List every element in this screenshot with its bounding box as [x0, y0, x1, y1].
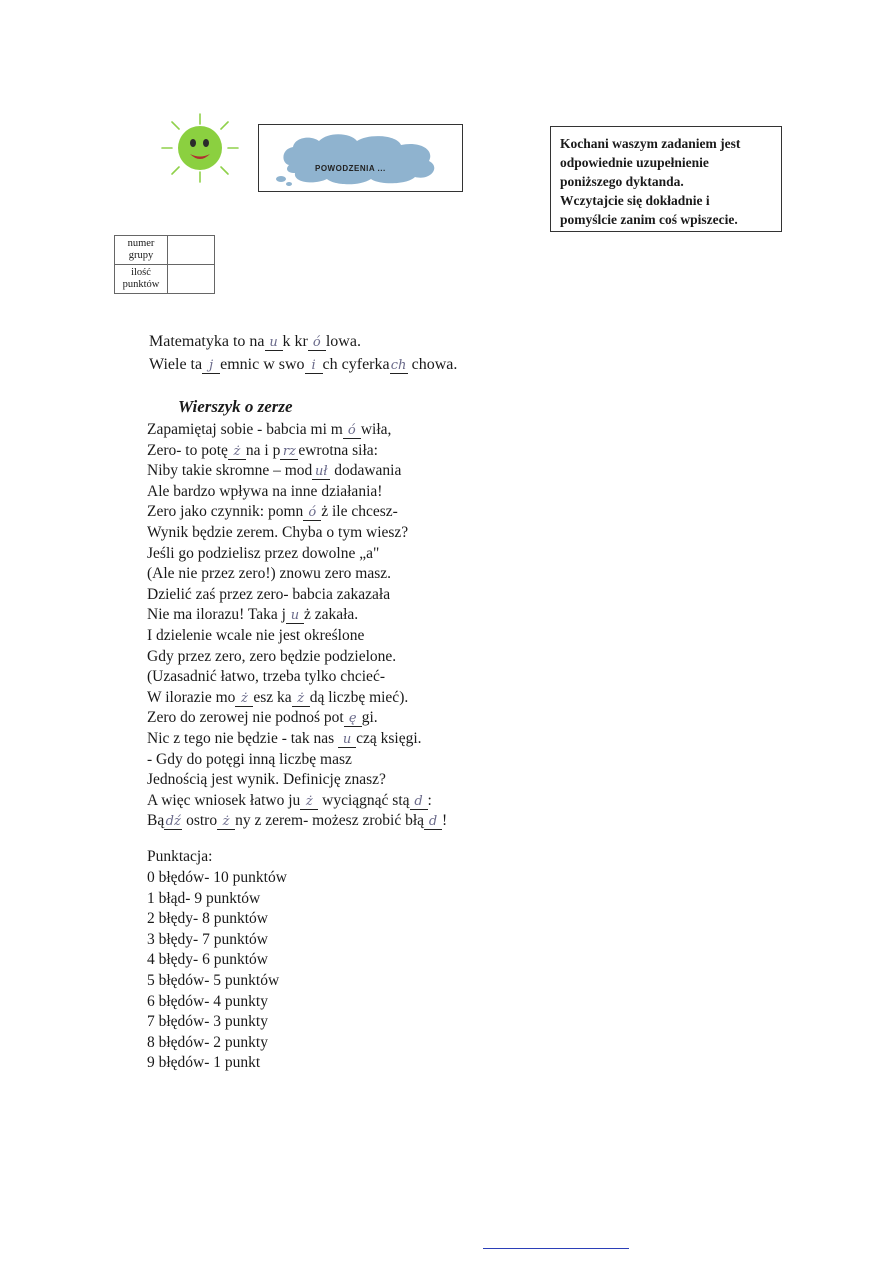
- text: - Gdy do potęgi inną liczbę masz: [147, 750, 352, 768]
- poem-line: [147, 482, 382, 502]
- text: lowa.: [325, 333, 361, 350]
- cloud-banner: [258, 124, 463, 192]
- handwritten-fill[interactable]: ó: [308, 336, 326, 351]
- handwritten-fill[interactable]: d: [410, 795, 428, 810]
- text: Niby takie skromne – mod: [147, 462, 313, 480]
- poem-line: [147, 461, 401, 481]
- text: Zero do zerowej nie podnoś pot: [147, 709, 344, 727]
- table-row: [115, 265, 215, 294]
- poem-title: Wierszyk o zerze: [178, 397, 293, 416]
- handwritten-fill[interactable]: dź: [165, 814, 181, 830]
- text: W ilorazie mo: [147, 688, 236, 706]
- text: Zapamiętaj sobie - babcia mi m: [147, 421, 343, 438]
- handwritten-fill[interactable]: uł: [312, 465, 330, 480]
- handwritten-fill[interactable]: u: [338, 733, 356, 748]
- table-label-cell: [115, 236, 168, 265]
- scoring-item: 9 błędów- 1 punkt: [147, 1054, 261, 1072]
- text: Dzielić zaś przez zero- babcia zakazała: [147, 585, 391, 603]
- handwritten-fill[interactable]: rz: [280, 445, 298, 460]
- group-number-field[interactable]: [168, 236, 215, 265]
- text: Bą: [147, 812, 165, 830]
- text: Nie ma ilorazu! Taka j: [147, 606, 286, 624]
- text: k kr: [282, 333, 308, 350]
- text: Gdy przez zero, zero będzie podzielone.: [147, 647, 397, 665]
- scoring-item: 2 błędy- 8 punktów: [147, 910, 268, 928]
- scoring-title: Punktacja:: [147, 848, 213, 865]
- footer-link[interactable]: [483, 1234, 629, 1249]
- poem-line: [147, 564, 391, 584]
- poem-line: [147, 667, 385, 687]
- scoring-item: 8 błędów- 2 punkty: [147, 1033, 268, 1051]
- handwritten-fill[interactable]: ż: [235, 692, 253, 707]
- handwritten-fill[interactable]: j: [202, 359, 220, 374]
- handwritten-fill[interactable]: ó: [343, 424, 361, 439]
- label-line: numer: [127, 238, 155, 249]
- label-line: punktów: [122, 279, 160, 290]
- scoring-item: 1 błąd- 9 punktów: [147, 889, 261, 907]
- poem-line: [147, 441, 378, 461]
- poem-line: [147, 791, 432, 811]
- handwritten-fill[interactable]: ó: [303, 506, 321, 521]
- text: Matematyka to na: [149, 333, 265, 350]
- poem-line: [147, 502, 398, 522]
- cloud-text: POWODZENIA ...: [315, 164, 386, 173]
- text: chowa.: [407, 356, 458, 373]
- poem-line: [147, 523, 408, 543]
- poem-line: [147, 708, 378, 728]
- sun-smiley-illustration: [160, 112, 240, 184]
- poem-line: [147, 770, 386, 790]
- scoring-item: 6 błędów- 4 punkty: [147, 992, 268, 1010]
- instructions-line: odpowiednie uzupełnienie: [560, 155, 709, 170]
- text: Jeśli go podzielisz przez dowolne „a": [147, 544, 380, 562]
- text: wyciągnąć stą: [318, 791, 410, 809]
- text: ewrotna siła:: [298, 441, 378, 459]
- handwritten-fill[interactable]: ż: [228, 445, 246, 460]
- text: Wynik będzie zerem. Chyba o tym wiesz?: [147, 524, 409, 541]
- text: emnic w swo: [220, 356, 305, 373]
- points-field[interactable]: [168, 265, 215, 294]
- table-row: [115, 236, 215, 265]
- text: esz ka: [253, 688, 292, 706]
- scoring-item: 7 błędów- 3 punkty: [147, 1013, 268, 1031]
- poem-line: [147, 605, 358, 625]
- table-label-cell: [115, 265, 168, 294]
- scoring-item: 5 błędów- 5 punktów: [147, 972, 280, 989]
- text: Wiele ta: [149, 356, 203, 373]
- text: Zero- to potę: [147, 441, 228, 459]
- poem-line: [147, 420, 391, 440]
- text: Jednością jest wynik. Definicję znasz?: [147, 771, 386, 789]
- text: (Uzasadnić łatwo, trzeba tylko chcieć-: [147, 668, 385, 686]
- text: Nic z tego nie będzie - tak nas: [147, 730, 339, 747]
- poem-line: [147, 585, 390, 605]
- instructions-line: poniższego dyktanda.: [560, 174, 684, 189]
- label-line: grupy: [128, 250, 154, 261]
- handwritten-fill[interactable]: ż: [217, 815, 235, 830]
- handwritten-fill[interactable]: u: [286, 609, 304, 624]
- intro-line: [149, 355, 457, 375]
- text: na i p: [245, 441, 281, 459]
- text: gi.: [361, 709, 378, 727]
- group-score-table: [114, 235, 215, 294]
- poem-line: [147, 544, 379, 564]
- handwritten-fill[interactable]: ż: [300, 795, 318, 810]
- cloud-icon: [259, 125, 462, 191]
- scoring-item: 3 błędy- 7 punktów: [147, 930, 268, 948]
- intro-line: [149, 332, 361, 352]
- label-line: ilość: [131, 267, 151, 278]
- instructions-box: [550, 126, 782, 232]
- text: ż ile chcesz-: [321, 503, 398, 521]
- poem-line: [147, 811, 447, 831]
- handwritten-fill[interactable]: ę: [344, 712, 362, 727]
- text: !: [442, 812, 448, 830]
- text: A więc wniosek łatwo ju: [147, 791, 301, 809]
- text: dodawania: [330, 462, 402, 480]
- scoring-item: 4 błędy- 6 punktów: [147, 951, 268, 969]
- instructions-line: Kochani waszym zadaniem jest: [560, 136, 741, 151]
- scoring-item: 0 błędów- 10 punktów: [147, 869, 287, 886]
- handwritten-fill[interactable]: i: [305, 359, 323, 374]
- text: :: [427, 791, 432, 809]
- poem-line: [147, 729, 422, 749]
- poem-line: [147, 626, 364, 646]
- poem-line: [147, 688, 408, 708]
- text: ż zakała.: [303, 606, 359, 624]
- text: Ale bardzo wpływa na inne działania!: [147, 482, 383, 500]
- text: dą liczbę mieć).: [309, 688, 409, 706]
- text: Zero jako czynnik: pomn: [147, 503, 304, 521]
- text: wiła,: [360, 421, 392, 438]
- handwritten-fill[interactable]: d: [424, 815, 442, 830]
- text: ostro: [182, 812, 218, 830]
- handwritten-fill[interactable]: ch: [390, 358, 407, 373]
- instructions-line: Wczytajcie się dokładnie i: [560, 193, 710, 208]
- text: ch cyferka: [322, 356, 390, 373]
- instructions-line: pomyślcie zanim coś wpiszecie.: [560, 212, 738, 227]
- text: (Ale nie przez zero!) znowu zero masz.: [147, 565, 391, 583]
- poem-line: [147, 750, 352, 770]
- handwritten-fill[interactable]: ż: [292, 692, 310, 707]
- poem-line: [147, 647, 396, 667]
- text: ny z zerem- możesz zrobić błą: [235, 812, 425, 830]
- text: czą księgi.: [356, 730, 422, 747]
- handwritten-fill[interactable]: u: [265, 336, 283, 351]
- text: I dzielenie wcale nie jest określone: [147, 627, 365, 644]
